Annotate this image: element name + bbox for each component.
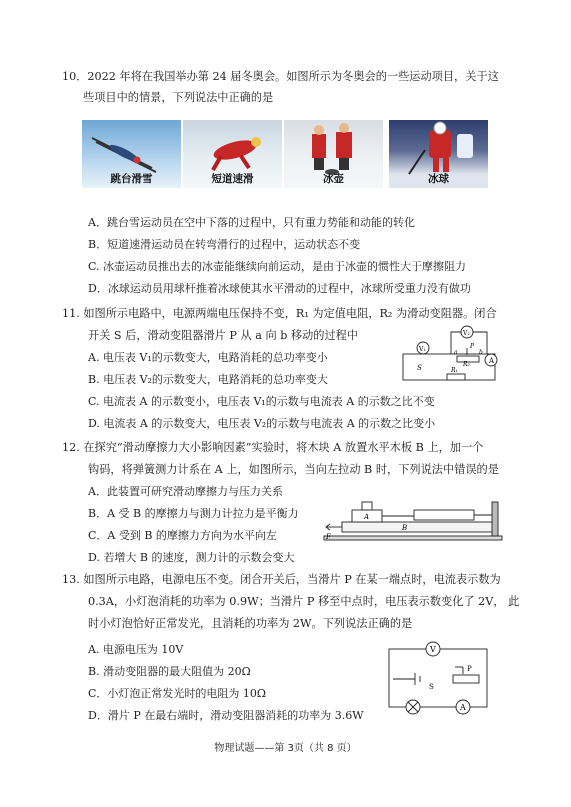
q13-option-b: B. 滑动变阻器的最大阻值为 20Ω — [88, 665, 251, 678]
photo-caption: 短道速滑 — [211, 173, 254, 185]
photo-caption: 冰壶 — [323, 173, 344, 185]
speed-skating-photo — [183, 120, 282, 188]
q10-stem-line-2: 些项目中的情景，下列说法中正确的是 — [83, 91, 274, 104]
switch-label: S — [417, 364, 422, 372]
ammeter-label: A — [460, 703, 466, 712]
voltmeter-v1-label: V₁ — [419, 346, 426, 353]
q11-stem-line-1: 11. 如图所示电路中，电源两端电压保持不变，R₁ 为定值电阻，R₂ 为滑动变阻器。闭合 — [62, 307, 497, 320]
q12-option-b: B．A 受 B 的摩擦力与测力计拉力是平衡力 — [88, 507, 299, 520]
voltmeter-v2-label: V₂ — [463, 330, 470, 337]
slider-p-label: P — [470, 343, 475, 350]
slider-p-label: P — [467, 665, 472, 673]
q13-option-d: D．滑片 P 在最右端时，滑动变阻器消耗的功率为 3.6W — [88, 709, 364, 722]
q13-option-a: A. 电源电压为 10V — [88, 643, 184, 656]
end-b-label: b — [479, 349, 483, 356]
force-f-label: F — [326, 533, 331, 541]
q12-option-a: A．此装置可研究滑动摩擦力与压力关系 — [88, 485, 283, 498]
q13-circuit-diagram — [385, 637, 495, 721]
switch-label: S — [429, 683, 434, 691]
q13-option-c: C．小灯泡正常发光时的电阻为 10Ω — [88, 687, 267, 700]
voltmeter-label: V — [430, 645, 436, 654]
resistor-r1-label: R₁ — [451, 367, 458, 374]
q11-option-a: A. 电压表 V₁的示数变大，电路消耗的总功率变小 — [88, 351, 328, 364]
q11-option-c: C. 电流表 A 的示数变小，电压表 V₁的示数与电流表 A 的示数之比不变 — [88, 395, 435, 408]
block-a-label: A — [364, 513, 370, 521]
q10-option-c: C. 冰壶运动员推出去的冰壶能继续向前运动，是由于冰壶的惯性大于摩擦阻力 — [88, 260, 467, 273]
q10-option-a: A．跳台雪运动员在空中下落的过程中，只有重力势能和动能的转化 — [88, 216, 415, 229]
ammeter-label: A — [489, 357, 495, 365]
q10-option-b: B．短道速滑运动员在转弯滑行的过程中，运动状态不变 — [88, 238, 361, 251]
photo-caption: 冰球 — [428, 173, 449, 185]
q11-option-b: B. 电压表 V₂的示数变大，电路消耗的总功率变大 — [88, 373, 328, 386]
q13-stem-line-1: 13. 如图所示电路，电源电压不变。闭合开关后，当滑片 P 在某一端点时，电流表示数为 — [62, 573, 501, 586]
rheostat-r2-label: R₂ — [463, 361, 470, 368]
curling-photo — [284, 120, 383, 188]
q12-stem-line-1: 12. 在探究“滑动摩擦力大小影响因素”实验时，将木块 A 放置水平木板 B 上，加一个 — [62, 441, 484, 454]
end-a-label: a — [454, 349, 458, 356]
q10-stem-line-1: 10．2022 年将在我国举办第 24 届冬奥会。如图所示为冬奥会的一些运动项目，关于这 — [62, 70, 499, 83]
q11-stem-line-2: 开关 S 后，滑动变阻器滑片 P 从 a 向 b 移动的过程中 — [88, 329, 359, 342]
page-footer: 物理试题——第 3页（共 8 页） — [214, 743, 357, 754]
q12-option-d: D. 若增大 B 的速度，测力计的示数会变大 — [88, 551, 295, 564]
photo-caption: 跳台滑雪 — [110, 173, 153, 185]
ski-jump-photo — [82, 120, 181, 188]
q12-friction-apparatus — [322, 496, 508, 544]
q10-option-d: D．冰球运动员用球杆推着冰球使其水平滑动的过程中，冰球所受重力没有做功 — [88, 282, 471, 295]
ice-hockey-photo — [389, 120, 488, 188]
q13-stem-line-3: 时小灯泡恰好正常发光，且消耗的功率为 2W。下列说法正确的是 — [88, 617, 413, 630]
board-b-label: B — [402, 524, 408, 532]
q13-stem-line-2: 0.3A，小灯泡消耗的功率为 0.9W；当滑片 P 移至中点时，电压表示数变化了 2V， 此 — [88, 595, 520, 608]
q12-stem-line-2: 钩码，将弹簧测力计系在 A 上，如图所示，当向左拉动 B 时，下列说法中错误的是 — [88, 463, 499, 476]
q11-option-d: D. 电流表 A 的示数变大，电压表 V₂的示数与电流表 A 的示数之比变小 — [88, 417, 436, 430]
q11-circuit-diagram — [395, 318, 505, 390]
q12-option-c: C．A 受到 B 的摩擦力方向为水平向左 — [88, 529, 277, 542]
